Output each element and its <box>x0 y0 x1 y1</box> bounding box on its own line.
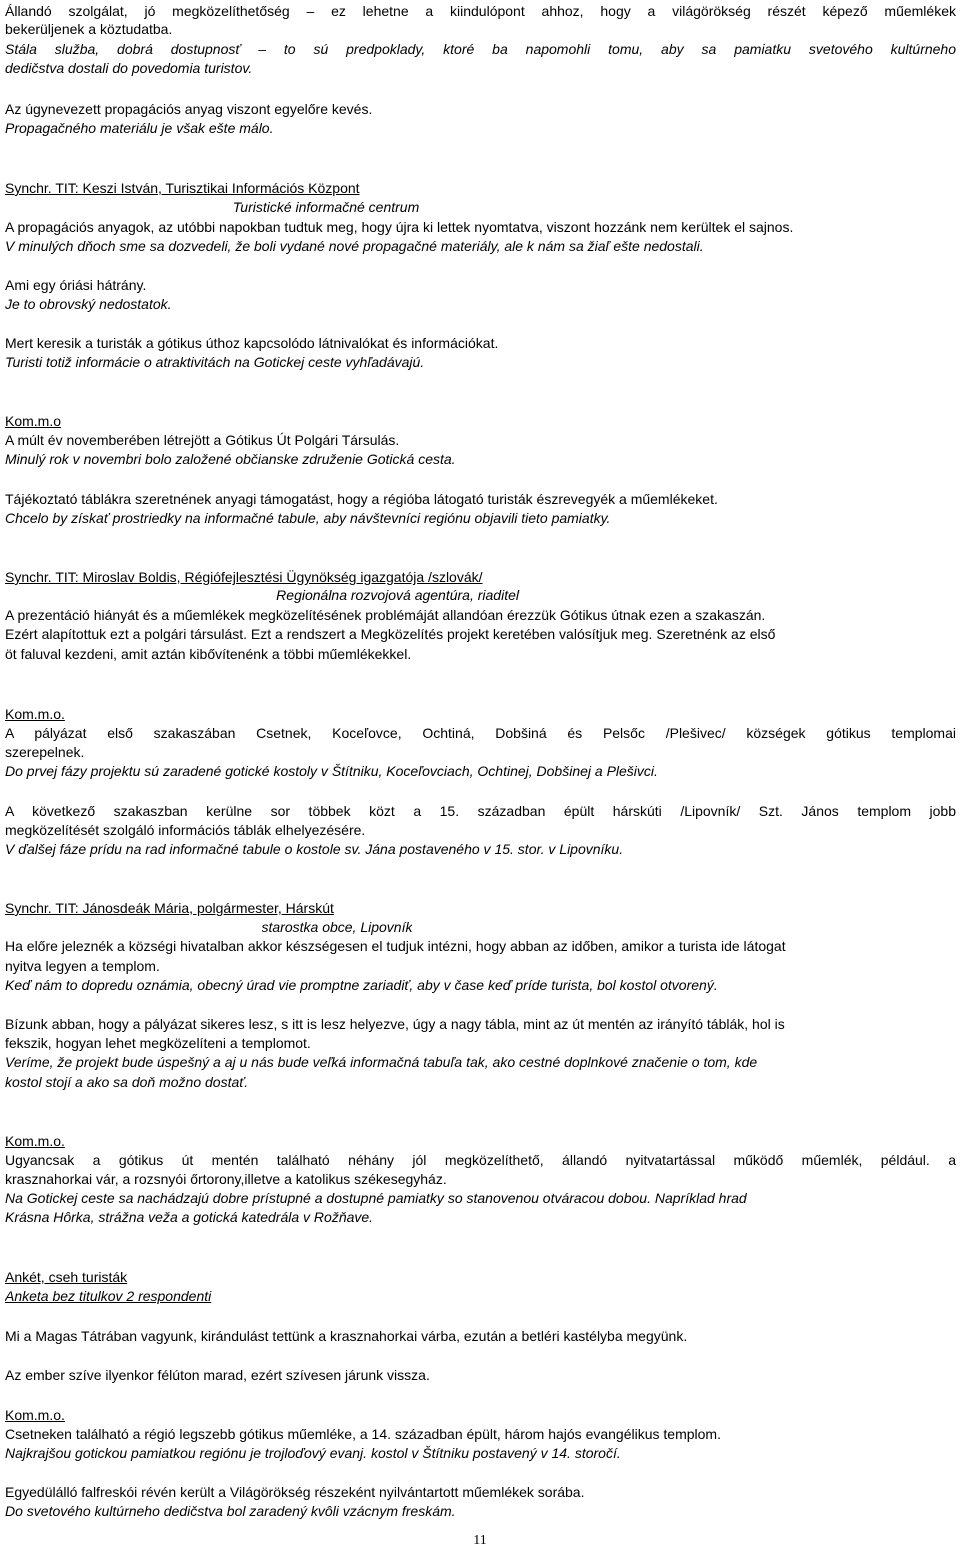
text-line: Krásna Hôrka, strážna veža a gotická katedrála v Rožňave. <box>5 1209 374 1225</box>
text-line: Mi a Magas Tátrában vagyunk, kirándulást tettünk a krasznahorkai várba, ezután a betléri kastélyba megyünk. <box>5 1328 688 1344</box>
text-line: Ezért alapítottuk ezt a polgári társulást. Ezt a rendszert a Megközelítés projekt keretében valósítjuk meg. Szeretnénk az első <box>5 626 776 642</box>
speaker-keszi-sk: Turistické informačné centrum <box>232 199 420 215</box>
text-line: V ďalšej fáze prídu na rad informačné tabule o kostole sv. Jána postaveného v 15. stor. v Lipovníku. <box>5 841 624 857</box>
speaker-janosdeak: Synchr. TIT: Jánosdeák Mária, polgármester, Hárskút <box>5 900 334 916</box>
text-line: Turisti totiž informácie o atraktivitách na Gotickej ceste vyhľadávajú. <box>5 354 425 370</box>
text-line: Do svetového kultúrneho dedičstva bol zaradený kvôli vzácnym freskám. <box>5 1503 456 1519</box>
text-line: A következő szakaszban kerülne sor többek közt a 15. században épült hárskúti /Lipovník/ Szt. János templom jobb <box>5 803 956 819</box>
text-line: krasznahorkai vár, a rozsnyói őrtorony,illetve a katolikus székesegyház. <box>5 1171 447 1187</box>
text-line: nyitva legyen a templom. <box>5 958 160 974</box>
survey-heading-sk: Anketa bez titulkov 2 respondenti <box>5 1288 212 1304</box>
page-number: 11 <box>473 1533 487 1548</box>
propag-sk: Propagačného materiálu je však ešte málo. <box>5 120 274 136</box>
text-line: Na Gotickej ceste sa nachádzajú dobre prístupné a dostupné pamiatky so stanovenou otváracou dobou. Napríklad hrad <box>5 1190 747 1206</box>
text-line: Ha előre jeleznék a községi hivatalban akkor készségesen el tudjuk intézni, hogy abban az időben, amikor a turista ide látogat <box>5 938 786 954</box>
speaker-janosdeak-sk: starostka obce, Lipovník <box>261 919 413 935</box>
text-line: A propagációs anyagok, az utóbbi napokban tudtuk meg, hogy újra ki lettek nyomtatva, viszont hozzánk nem kerültek el sajnos. <box>5 219 794 235</box>
text-line: A múlt év novemberében létrejött a Gótikus Út Polgári Társulás. <box>5 432 400 448</box>
section-kom: Kom.m.o. <box>5 1407 65 1423</box>
speaker-boldis: Synchr. TIT: Miroslav Boldis, Régiófejlesztési Ügynökség igazgatója /szlovák/ <box>5 569 483 585</box>
text-line: dedičstva dostali do povedomia turistov. <box>5 60 253 76</box>
survey-heading: Ankét, cseh turisták <box>5 1269 128 1285</box>
text-line: bekerüljenek a köztudatba. <box>5 21 173 37</box>
text-line: fekszik, hogyan lehet megközelíteni a templomot. <box>5 1035 311 1051</box>
text-line: megközelítését szolgáló információs táblák elhelyezésére. <box>5 822 366 838</box>
speaker-boldis-sk: Regionálna rozvojová agentúra, riaditeľ <box>276 587 520 603</box>
text-line: Je to obrovský nedostatok. <box>5 296 172 312</box>
text-line: Chcelo by získať prostriedky na informačné tabule, aby návštevníci regiónu objavili tieto pamiatky. <box>5 510 611 526</box>
section-kom: Kom.m.o <box>5 413 62 429</box>
text-line: szerepelnek. <box>5 744 85 760</box>
speaker-keszi: Synchr. TIT: Keszi István, Turisztikai Információs Központ <box>5 180 360 196</box>
text-line: A pályázat első szakaszában Csetnek, Koceľovce, Ochtiná, Dobšiná és Pelsőc /Plešivec/ községek gótikus templomai <box>5 725 956 741</box>
text-line: Keď nám to dopredu oznámia, obecný úrad vie promptne zariadiť, aby v čase keď príde turista, bol kostol otvorený. <box>5 977 718 993</box>
text-line: Veríme, že projekt bude úspešný a aj u nás bude veľká informačná tabuľa tak, ako cestné doplnkové značenie o tom, kde <box>5 1054 758 1070</box>
intro-sk: Stála služba, dobrá dostupnosť – to sú predpoklady, ktoré ba napomohli tomu, aby sa pamiatku svetového kultúrneho <box>5 41 956 57</box>
text-line: Bízunk abban, hogy a pályázat sikeres lesz, s itt is lesz helyezve, úgy a nagy tábla, mint az út mentén az irányító táblák, hol is <box>5 1016 785 1032</box>
text-line: Mert keresik a turisták a gótikus úthoz kapcsolódo látnivalókat és információkat. <box>5 335 499 351</box>
text-line: kostol stojí a ako sa doň možno dostať. <box>5 1074 249 1090</box>
text-line: öt faluval kezdeni, amit aztán kibővítenénk a többi műemlékekkel. <box>5 646 412 662</box>
propag-hu: Az úgynevezett propagációs anyag viszont egyelőre kevés. <box>5 101 373 117</box>
text-line: V minulých dňoch sme sa dozvedeli, že boli vydané nové propagačné materiály, ale k nám sa žiaľ ešte nedostali. <box>5 238 704 254</box>
text-line: Najkrajšou gotickou pamiatkou regiónu je trojloďový evanj. kostol v Štítniku postavený v 14. storočí. <box>5 1445 621 1461</box>
text-line: A prezentáció hiányát és a műemlékek megközelítésének problémáját allandóan érezzük Gótikus útnak ezen a szakaszán. <box>5 607 766 623</box>
text-line: Minulý rok v novembri bolo založené občianske združenie Gotická cesta. <box>5 451 456 467</box>
text-line: Egyedülálló falfreskói révén került a Világörökség részeként nyilvántartott műemlékek sorába. <box>5 1484 585 1500</box>
text-line: Ugyancsak a gótikus út mentén található néhány jól megközelíthető, állandó nyitvatartással működő műemlék, például. a <box>5 1152 956 1168</box>
section-kom: Kom.m.o. <box>5 1133 65 1149</box>
intro-hu: Állandó szolgálat, jó megközelíthetőség – ez lehetne a kiindulópont ahhoz, hogy a világörökség részét képező műemlékek <box>5 3 956 19</box>
text-line: Csetneken található a régió legszebb gótikus műemléke, a 14. században épült, három hajós evangélikus templom. <box>5 1426 721 1442</box>
text-line: Do prvej fázy projektu sú zaradené gotické kostoly v Štítniku, Koceľovciach, Ochtinej, Dobšinej a Plešivci. <box>5 763 658 779</box>
text-line: Ami egy óriási hátrány. <box>5 277 147 293</box>
text-line: Tájékoztató táblákra szeretnének anyagi támogatást, hogy a régióba látogató turisták észrevegyék a műemlékeket. <box>5 491 718 507</box>
text-line: Az ember szíve ilyenkor félúton marad, ezért szívesen járunk vissza. <box>5 1367 430 1383</box>
section-kom: Kom.m.o. <box>5 706 65 722</box>
